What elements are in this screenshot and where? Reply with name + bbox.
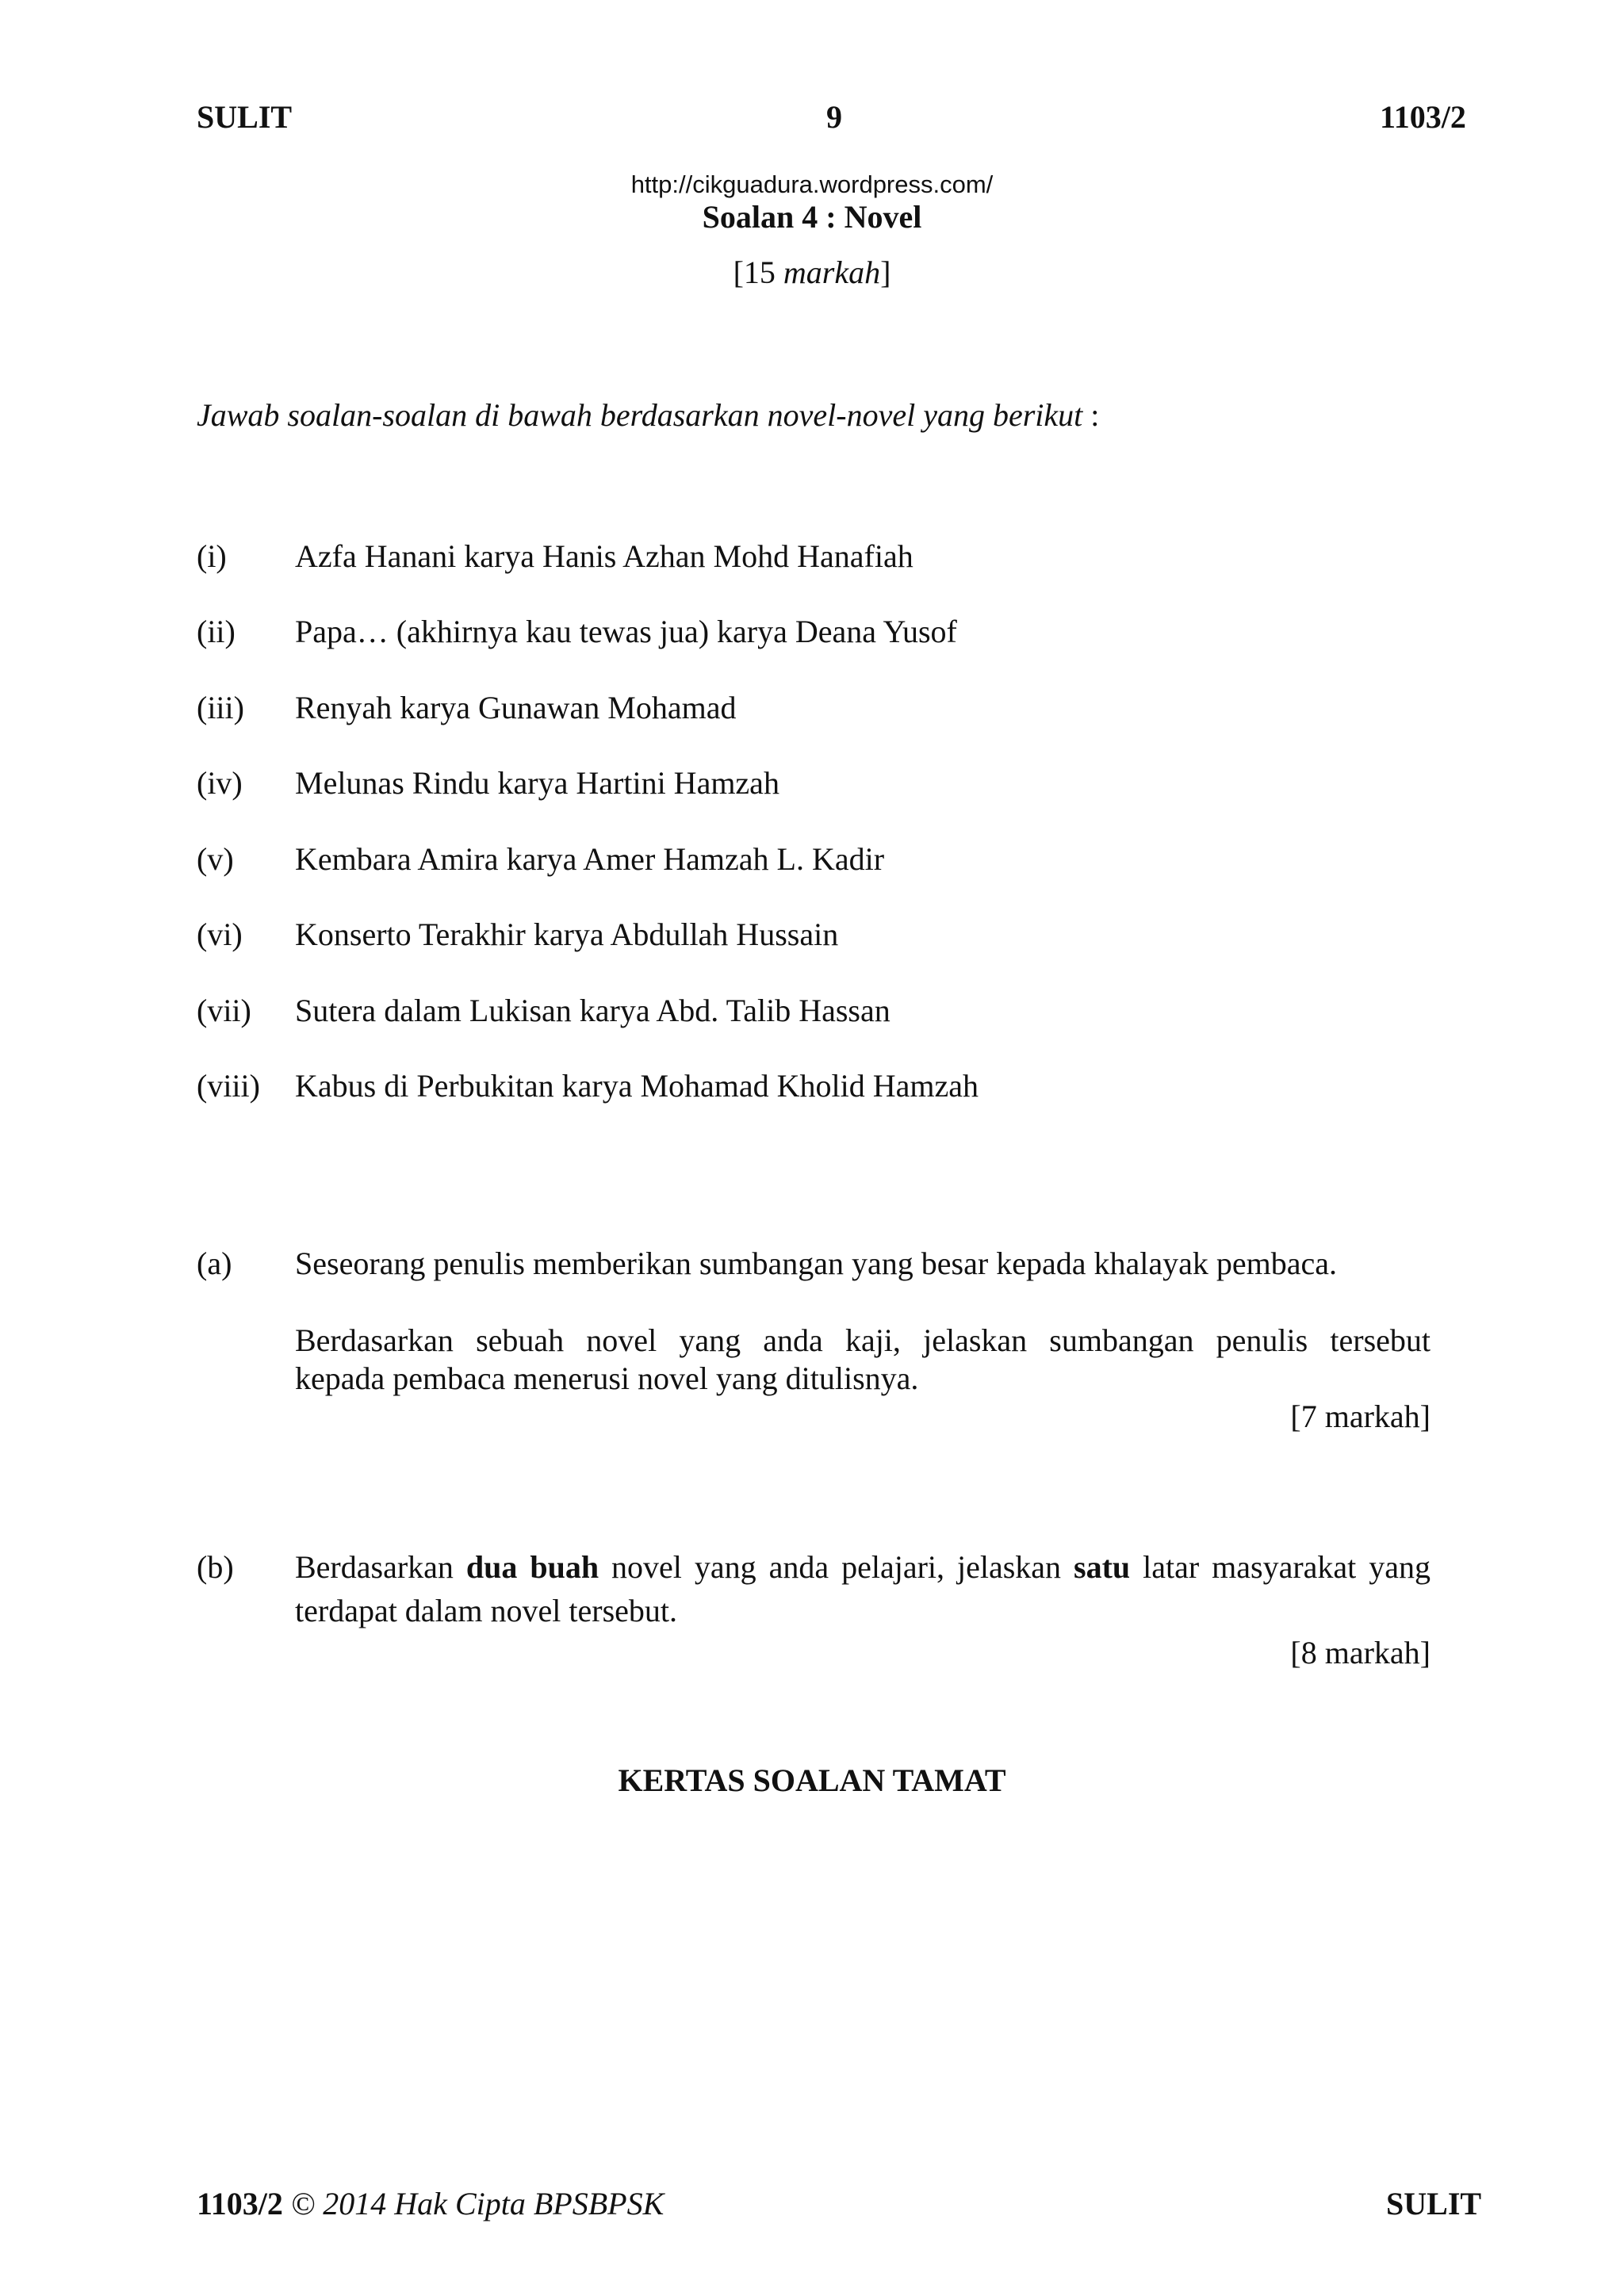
instruction	[197, 396, 1099, 434]
novel-number: (ii)	[197, 614, 236, 649]
question-a-marks: [7 markah]	[1290, 1399, 1431, 1434]
question-b-label: (b)	[197, 1549, 234, 1585]
question-a-line1: Seseorang penulis memberikan sumbangan yang besar kepada khalayak pembaca.	[295, 1246, 1337, 1281]
footer-copyright-text: © 2014 Hak Cipta BPSBPSK	[282, 2186, 665, 2221]
instruction-colon: :	[1082, 397, 1100, 433]
novel-title: Papa… (akhirnya kau tewas jua) karya Deana Yusof	[295, 614, 957, 649]
novel-title: Melunas Rindu karya Hartini Hamzah	[295, 765, 779, 801]
footer-sulit: SULIT	[1386, 2186, 1482, 2221]
marks-open: [15	[733, 254, 783, 290]
page-number: 9	[826, 99, 842, 135]
novel-number: (iii)	[197, 690, 244, 725]
novel-title: Kembara Amira karya Amer Hamzah L. Kadir	[295, 841, 885, 877]
novel-title: Renyah karya Gunawan Mohamad	[295, 690, 737, 725]
footer-code: 1103/2	[197, 2186, 283, 2221]
question-b-line1	[295, 1548, 1431, 1586]
novel-number: (iv)	[197, 765, 243, 801]
question-b-bold-satu: satu	[1074, 1549, 1131, 1585]
marks-word: markah	[783, 254, 881, 290]
novel-number: (vi)	[197, 916, 243, 952]
novel-number: (i)	[197, 538, 227, 574]
novel-number: (viii)	[197, 1068, 260, 1104]
marks-close: ]	[880, 254, 891, 290]
novel-title: Konserto Terakhir karya Abdullah Hussain	[295, 916, 839, 952]
question-a-label: (a)	[197, 1246, 232, 1281]
novel-title: Azfa Hanani karya Hanis Azhan Mohd Hanafiah	[295, 538, 914, 574]
header-sulit: SULIT	[197, 99, 293, 135]
novel-number: (v)	[197, 841, 234, 877]
question-b-seg3: novel yang anda pelajari, jelaskan	[599, 1549, 1074, 1585]
question-b-marks: [8 markah]	[1290, 1635, 1431, 1670]
footer-copyright	[197, 2185, 664, 2222]
section-title: Soalan 4 : Novel	[702, 199, 922, 235]
instruction-text: Jawab soalan-soalan di bawah berdasarkan novel-novel yang berikut	[197, 397, 1083, 433]
question-b-line2: terdapat dalam novel tersebut.	[295, 1593, 678, 1628]
question-b-seg5: latar masyarakat yang	[1130, 1549, 1431, 1585]
question-a-para-line1: Berdasarkan sebuah novel yang anda kaji, jelaskan sumbangan penulis tersebut	[295, 1322, 1431, 1358]
question-b-bold-dua-buah: dua buah	[465, 1549, 599, 1585]
source-url: http://cikguadura.wordpress.com/	[630, 170, 994, 198]
question-a-para-line2: kepada pembaca menerusi novel yang ditulisnya.	[295, 1360, 919, 1396]
end-of-paper: KERTAS SOALAN TAMAT	[618, 1762, 1006, 1798]
novel-title: Sutera dalam Lukisan karya Abd. Talib Hassan	[295, 993, 891, 1028]
novel-number: (vii)	[197, 993, 251, 1028]
novel-title: Kabus di Perbukitan karya Mohamad Kholid Hamzah	[295, 1068, 979, 1104]
section-marks	[0, 254, 1624, 291]
question-b-seg1: Berdasarkan	[295, 1549, 466, 1585]
header-paper-code: 1103/2	[1380, 99, 1466, 135]
